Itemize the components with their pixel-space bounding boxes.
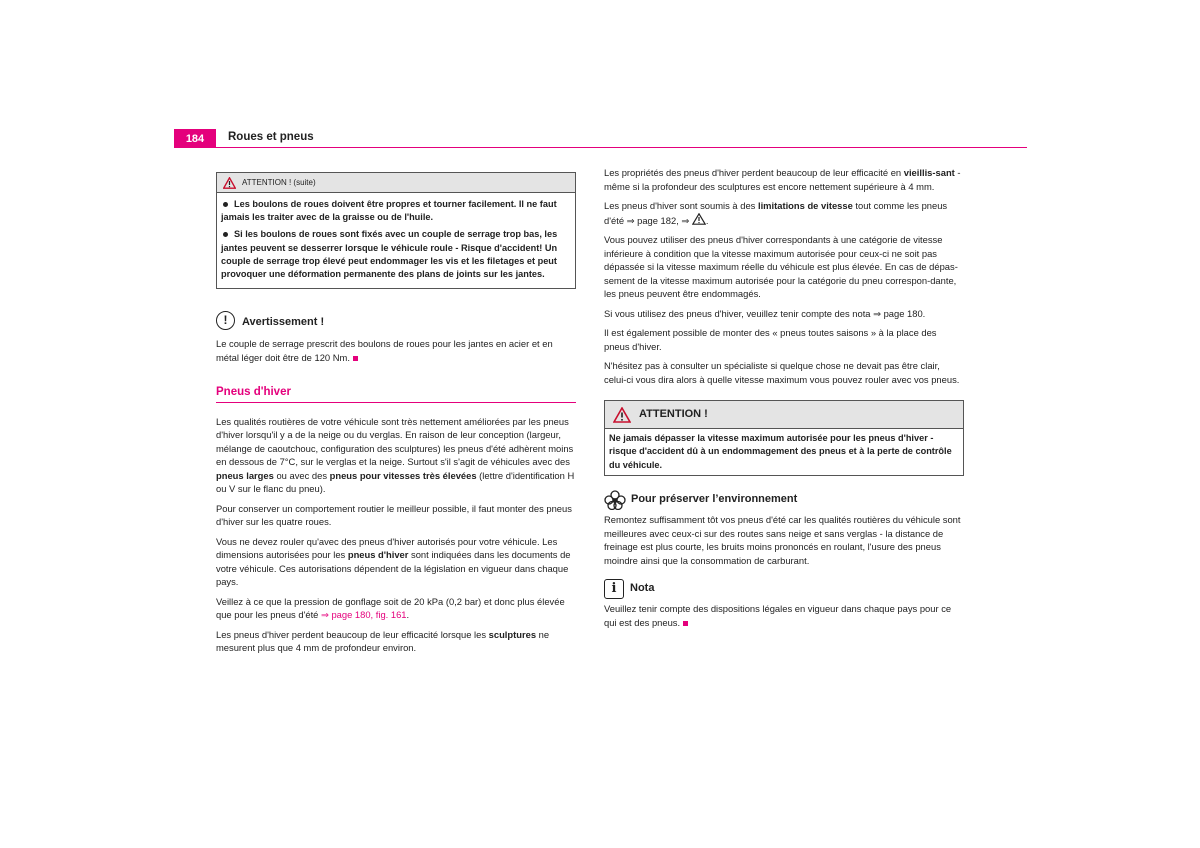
- nota-text: [604, 602, 964, 629]
- paragraph: [216, 535, 576, 589]
- environment-text: Remontez suffisamment tôt vos pneus d'été car les qualités routières du véhicule sont meilleures avec ceux-ci sur des routes sans neige et sans verglas - la distance de freinage est plus courte, les bruits moins prononcés en roulant, l'usure des pneus moindre ainsi que la consommation de carburant.: [604, 514, 961, 566]
- attention-text: Ne jamais dépasser la vitesse maximum autorisée pour les pneus d'hiver - risque d'accident dû à un endommagement des pneus et à la perte de contrôle du véhicule.: [609, 433, 952, 470]
- paragraph: [604, 199, 964, 227]
- info-icon: i: [604, 579, 624, 599]
- text-run: .: [705, 214, 709, 226]
- bullet-icon: [223, 202, 228, 207]
- warning-continued-box: [216, 172, 576, 289]
- end-mark-icon: [353, 356, 358, 361]
- attention-box-header: [605, 401, 963, 429]
- text-run: Vous ne devez rouler qu'avec des pneus d'hiver autorisés pour votre véhicule. Les dimensions autorisées pour les: [216, 535, 558, 561]
- bold-text: pneus d'hiver: [347, 549, 409, 561]
- text-run: - même si la profondeur des sculptures est encore nettement supérieure à 4 mm.: [604, 167, 961, 192]
- left-column: [216, 172, 576, 661]
- right-column: [604, 166, 964, 635]
- paragraph: Si vous utilisez des pneus d'hiver, veuillez tenir compte des nota ⇒ page 180.: [604, 307, 926, 319]
- bold-text: pneus pour vitesses très élevées: [329, 469, 477, 481]
- paragraph: [216, 628, 576, 655]
- paragraph: [216, 415, 576, 496]
- paragraph: N'hésitez pas à consulter un spécialiste si quelque chose ne devait pas être clair, celui-ci vous dira alors à quelle vitesse maximum vous pouvez rouler avec vos pneus.: [604, 360, 960, 385]
- warning-bullet-item: [221, 198, 571, 224]
- warning-bullet-text: Les boulons de roues doivent être propres et tourner facilement. Il ne faut jamais les traiter avec de la graisse ou de l'huile.: [221, 199, 557, 223]
- avertissement-body: Le couple de serrage prescrit des boulons de roues pour les jantes en acier et en métal léger doit être de 120 Nm.: [216, 338, 553, 363]
- text-run: .: [406, 609, 410, 621]
- page-header: [174, 129, 1027, 148]
- warning-bullet-text: Si les boulons de roues sont fixés avec un couple de serrage trop bas, les jantes peuvent se desserrer lorsque le véhicule roule - Risque d'accident! Un couple de serrage trop élevé peut endommager les vis et les filetages et peut provoquer une déformation permanente des plans de joints sur les jantes.: [221, 229, 558, 280]
- warning-triangle-icon: [692, 213, 706, 225]
- section-title: Pneus d'hiver: [216, 386, 576, 403]
- nota-heading: [604, 579, 964, 599]
- attention-box: [604, 400, 964, 476]
- warning-box-header: [217, 173, 575, 193]
- text-run: Les pneus d'hiver perdent beaucoup de leur efficacité lorsque les: [216, 628, 489, 640]
- attention-label: ATTENTION !: [639, 407, 708, 420]
- exclamation-circle-icon: !: [216, 311, 235, 330]
- chapter-title: Roues et pneus: [228, 131, 314, 143]
- warning-bullet-item: [221, 228, 571, 281]
- page-number: 184: [174, 129, 216, 148]
- bold-text: limitations de vitesse: [757, 200, 853, 211]
- nota-body: Veuillez tenir compte des dispositions légales en vigueur dans chaque pays pour ce qui est des pneus.: [604, 603, 952, 628]
- page-reference-link[interactable]: ⇒ page 180, fig. 161: [321, 609, 407, 621]
- avertissement-title: Avertissement !: [242, 315, 325, 328]
- end-mark-icon: [683, 621, 688, 626]
- text-run: Veillez à ce que la pression de gonflage soit de 20 kPa (0,2 bar) et donc plus élevée que pour les pneus d'été: [216, 595, 565, 621]
- bold-text: vieillis-sant: [903, 167, 955, 178]
- warning-triangle-icon: [223, 177, 236, 189]
- bold-text: pneus larges: [216, 469, 274, 481]
- flower-icon: [604, 490, 626, 510]
- text-run: sont indiquées dans les documents de votre véhicule. Ces autorisations dépendent de la législation en vigueur dans chaque pays.: [216, 549, 571, 588]
- warning-triangle-icon: [613, 407, 631, 423]
- text-run: Les qualités routières de votre véhicule sont très nettement améliorées par les pneus d'hiver lorsqu'il y a de la neige ou du verglas. En raison de leur conception (largeur, mélange de caoutchouc, configuration des sculptures) les pneus d'été adhèrent moins en dessous de 7°C, sur le verglas et la neige. Surtout s'il s'agit de véhicules avec des: [216, 415, 574, 468]
- text-run: tout comme les pneus d'été ⇒ page 182, ⇒: [604, 200, 948, 226]
- environment-title: Pour préserver l’environnement: [631, 493, 798, 506]
- avertissement-heading: [216, 311, 576, 334]
- bold-text: sculptures: [488, 628, 537, 640]
- paragraph: Vous pouvez utiliser des pneus d'hiver correspondants à une catégorie de vitesse inférieure à condition que la vitesse maximum autorisée pour ceux-ci ne soit pas dépassée si la vitesse maximum réelle du véhicule est plus élevée. En cas de dépas-sement de la vitesse maximum autorisée pour la catégorie du pneu correspon-dante, les pneus peuvent être endommagés.: [604, 234, 958, 299]
- text-run: Les propriétés des pneus d'hiver perdent beaucoup de leur efficacité en: [604, 167, 904, 178]
- nota-title: Nota: [630, 582, 655, 595]
- text-run: Les pneus d'hiver sont soumis à des: [604, 200, 758, 211]
- bullet-icon: [223, 232, 228, 237]
- paragraph: [216, 595, 576, 622]
- paragraph: [604, 166, 964, 193]
- text-run: ne mesurent plus que 4 mm de profondeur environ.: [216, 628, 550, 654]
- avertissement-text: [216, 337, 576, 364]
- warning-box-label: ATTENTION ! (suite): [242, 177, 316, 187]
- text-run: ou avec des: [273, 469, 330, 481]
- paragraph: Pour conserver un comportement routier le meilleur possible, il faut monter des pneus d'hiver sur les quatre roues.: [216, 502, 572, 528]
- header-rule: [216, 147, 1027, 148]
- paragraph: Il est également possible de monter des « pneus toutes saisons » à la place des pneus d'hiver.: [604, 327, 937, 352]
- environment-heading: [604, 490, 964, 510]
- text-run: (lettre d'identification H ou V sur le flanc du pneu).: [216, 469, 575, 495]
- warning-box-body: [217, 193, 575, 288]
